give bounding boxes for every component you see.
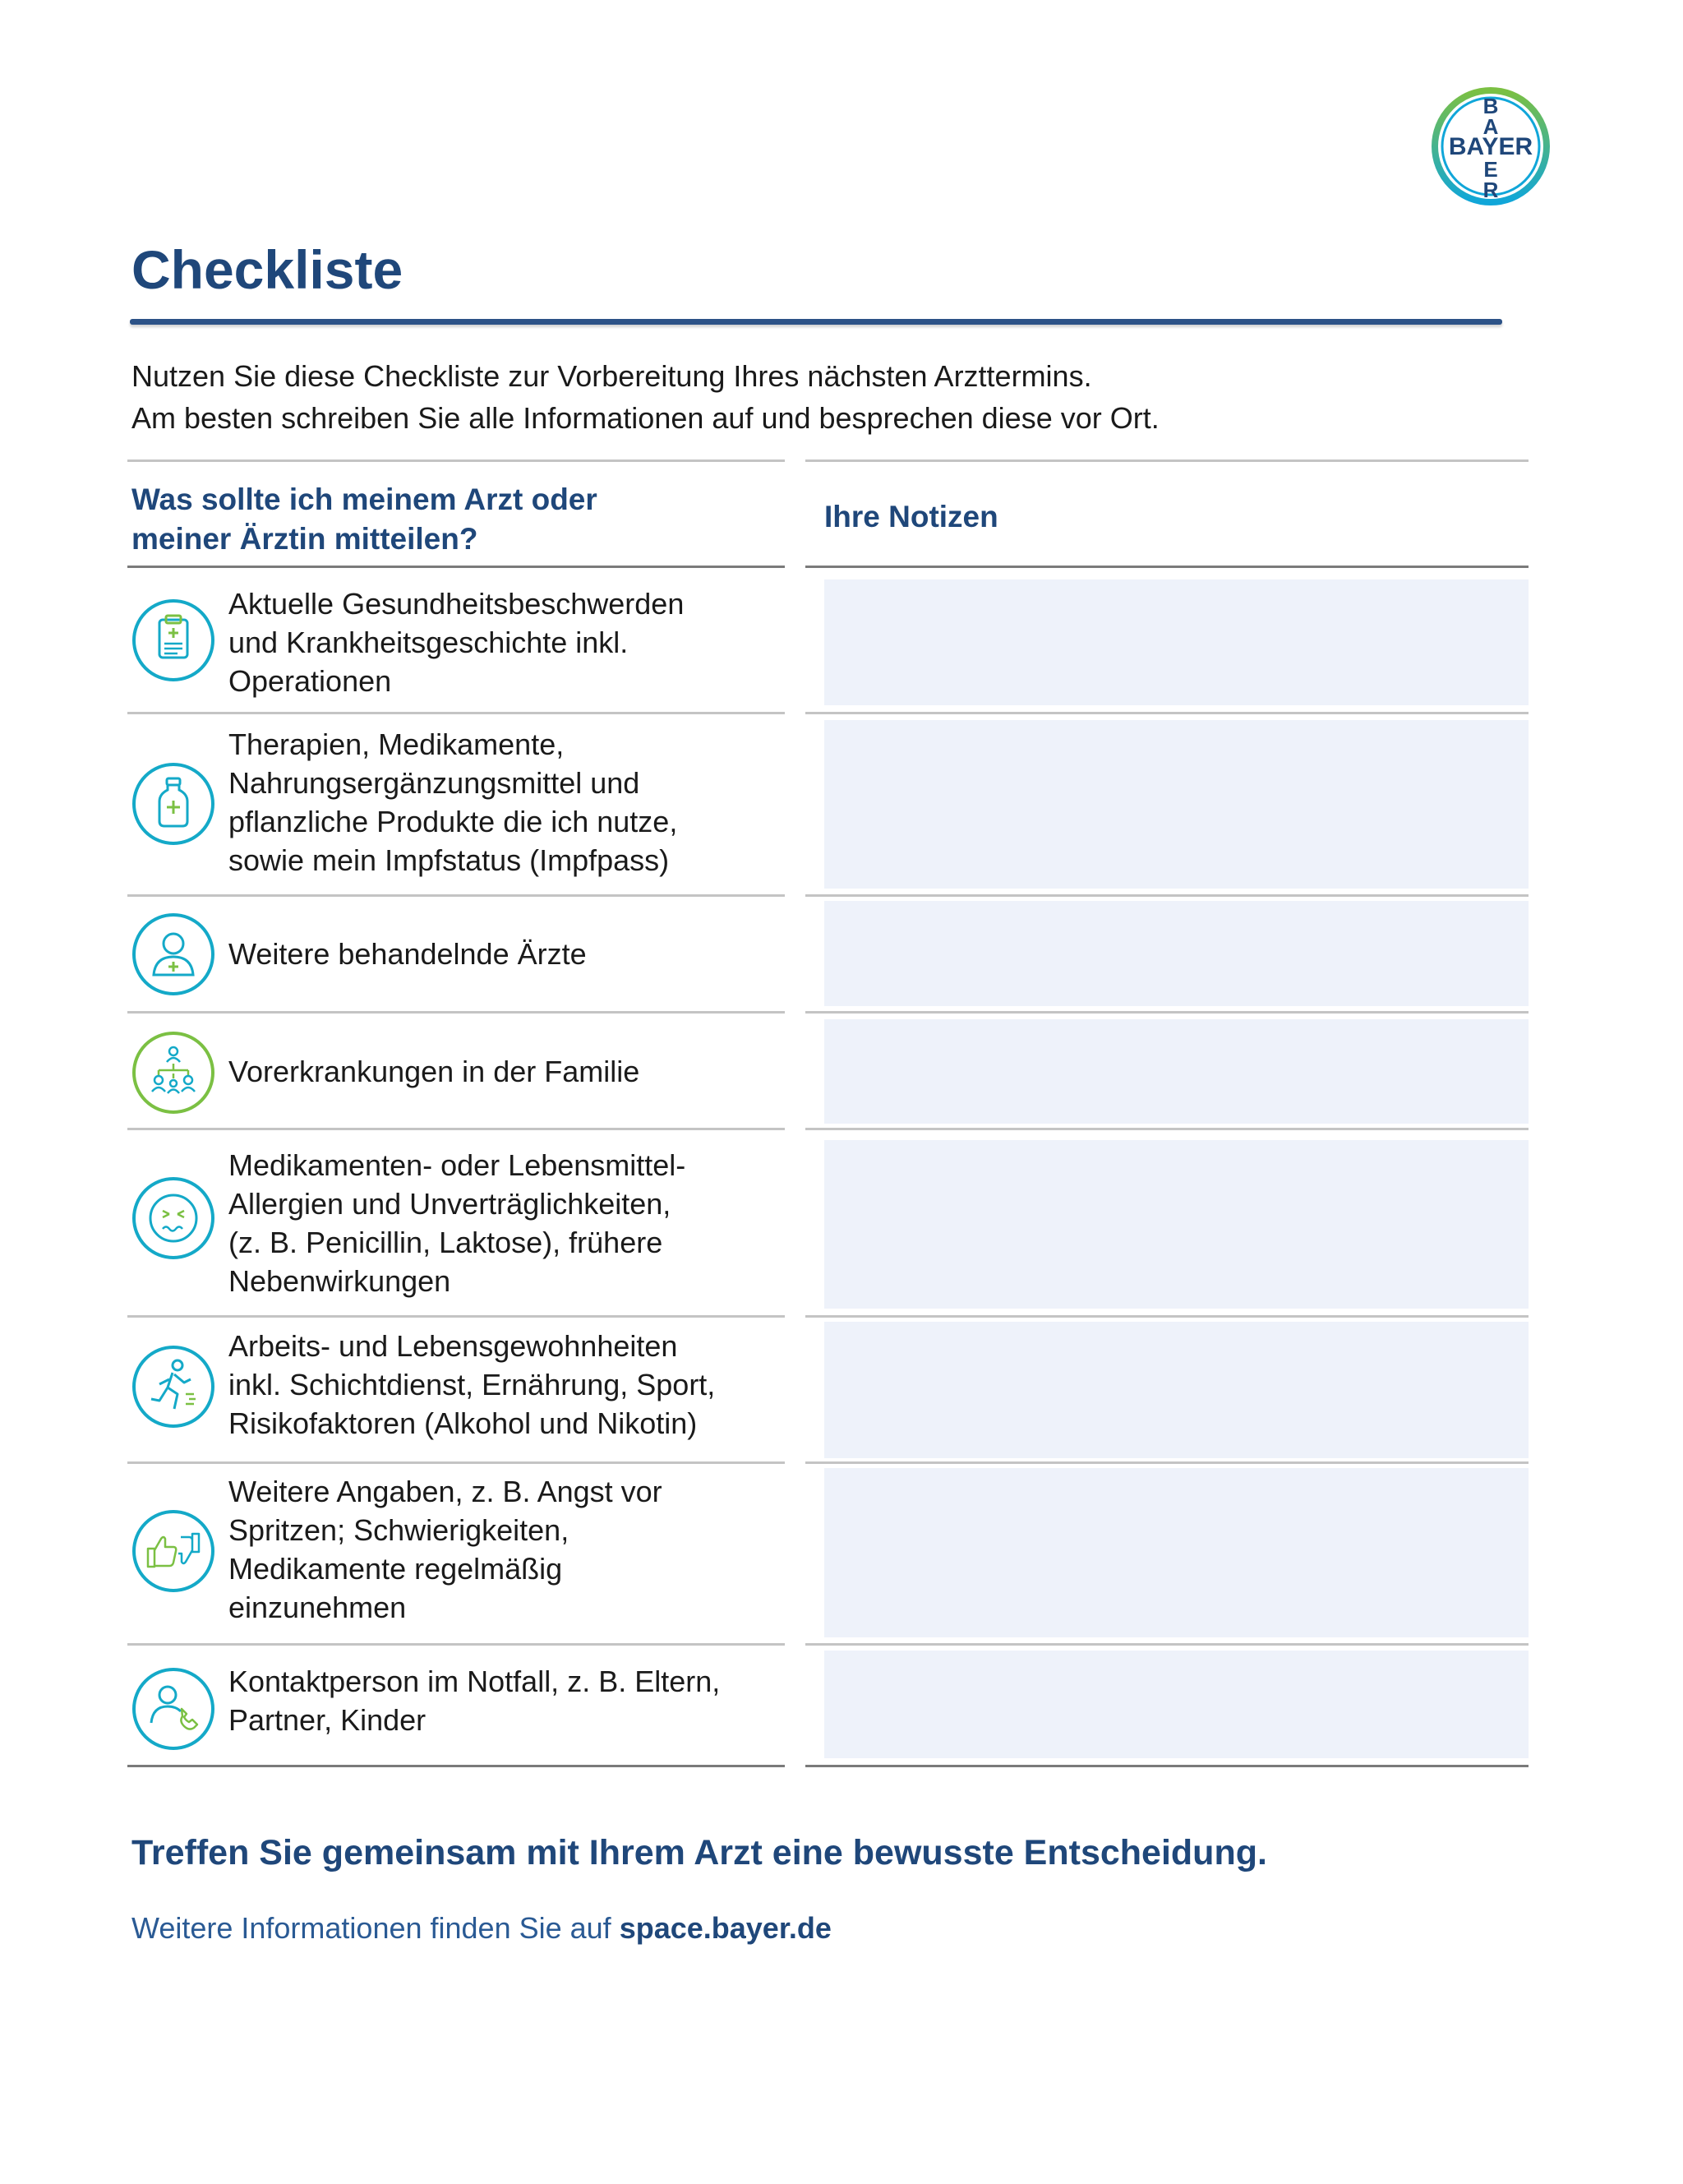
notes-field-family-history[interactable] [824,1019,1529,1124]
header-rule-right [805,566,1529,568]
sick-face-icon [131,1176,215,1260]
checklist-item-health: Aktuelle Gesundheitsbeschwerden und Krankheitsgeschichte inkl. Operationen [228,587,685,698]
intro-line-1: Nutzen Sie diese Checkliste zur Vorbereitung Ihres nächsten Arzttermins. [131,359,1092,393]
row-divider [127,1128,785,1130]
column-header-topics-line-1: Was sollte ich meinem Arzt oder [131,483,597,516]
table-top-rule-right [805,459,1529,462]
logo-letter-b: B [1482,94,1499,118]
notes-field-habits[interactable] [824,1322,1529,1458]
row-divider [127,1011,785,1014]
intro-line-2: Am besten schreiben Sie alle Informationen auf und besprechen diese vor Ort. [131,401,1160,435]
row-divider [805,1461,1529,1464]
website-link[interactable]: space.bayer.de [619,1911,832,1945]
row-divider [805,712,1529,714]
page-title: Checkliste [131,239,403,300]
column-header-topics-line-2: meiner Ärztin mitteilen? [131,522,478,556]
row-divider [805,1315,1529,1318]
intro-text [131,355,1160,439]
family-tree-icon [131,1031,215,1115]
row-divider [805,894,1529,897]
checklist-item-other-doctors: Weitere behandelnde Ärzte [228,937,587,971]
call-to-action: Treffen Sie gemeinsam mit Ihrem Arzt eine bewusste Entscheidung. [131,1833,1267,1872]
logo-text-horizontal: BAYER [1448,133,1533,160]
row-divider [805,1011,1529,1014]
row-divider [127,712,785,714]
notes-field-allergies[interactable] [824,1140,1529,1309]
checklist-item-therapies: Therapien, Medikamente, Nahrungsergänzungsmittel und pflanzliche Produkte die ich nutze, sowie mein Impfstatus (Impfpass) [228,727,678,877]
notes-field-other-doctors[interactable] [824,901,1529,1006]
header-rule-left [127,566,785,568]
row-divider [127,1315,785,1318]
bayer-logo [1430,85,1552,207]
thumbs-up-down-icon [131,1509,215,1593]
logo-letter-e: E [1483,157,1498,182]
title-divider [130,319,1502,325]
logo-letter-a: A [1482,114,1499,139]
logo-letter-r: R [1482,178,1499,202]
column-header-topics [131,480,789,559]
notes-field-further-info[interactable] [824,1468,1529,1637]
row-divider [805,1128,1529,1130]
checklist-item-allergies: Medikamenten- oder Lebensmittel- Allergien und Unverträglichkeiten, (z. B. Penicillin, Laktose), frühere Nebenwirkungen [228,1148,686,1298]
row-divider [127,894,785,897]
row-divider [127,1461,785,1464]
clipboard-plus-icon [131,598,215,682]
table-bottom-rule-left [127,1765,785,1767]
notes-field-therapies[interactable] [824,720,1529,889]
checklist-item-emergency-contact: Kontaktperson im Notfall, z. B. Eltern, Partner, Kinder [228,1665,721,1737]
running-person-icon [131,1345,215,1429]
checklist-item-family-history: Vorerkrankungen in der Familie [228,1055,640,1088]
row-divider [127,1643,785,1646]
column-header-notes: Ihre Notizen [824,500,998,533]
table-bottom-rule-right [805,1765,1529,1767]
row-divider [805,1643,1529,1646]
contact-phone-icon [131,1667,215,1751]
checklist-item-habits: Arbeits- und Lebensgewohnheiten inkl. Schichtdienst, Ernährung, Sport, Risikofaktoren (Alkohol und Nikotin) [228,1329,716,1440]
notes-field-health[interactable] [824,579,1529,705]
more-info-line [131,1911,832,1946]
checklist-item-further-info: Weitere Angaben, z. B. Angst vor Spritzen; Schwierigkeiten, Medikamente regelmäßig einzunehmen [228,1475,662,1624]
notes-field-emergency-contact[interactable] [824,1651,1529,1758]
more-info-prefix: Weitere Informationen finden Sie auf [131,1911,620,1945]
table-top-rule-left [127,459,785,462]
medicine-bottle-icon [131,762,215,846]
doctor-person-icon [131,912,215,996]
